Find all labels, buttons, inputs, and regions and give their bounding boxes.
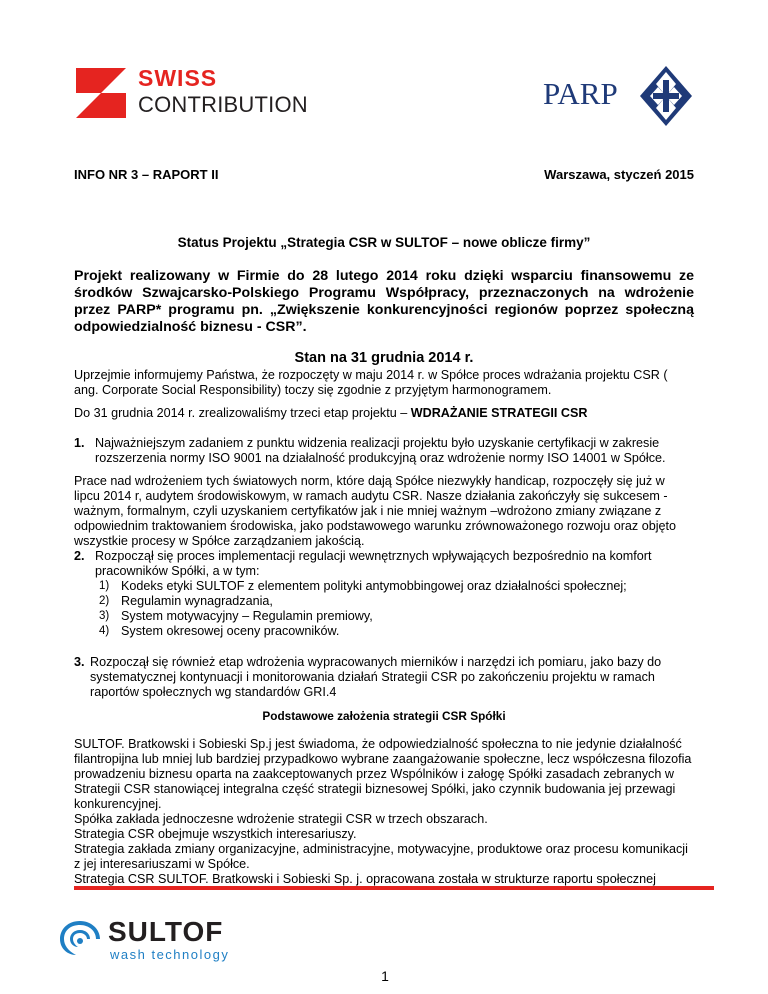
assumption-paragraph: SULTOF. Bratkowski i Sobieski Sp.j jest świadoma, że odpowiedzialność społeczna to nie jedynie działalność filantropijna lub mniej lub bardziej przypadkowo wybrane zaangażowanie społeczne, lecz współczesna filozofia prowadzeniu biznesu oparta na zaakceptowanych przez Wspólników i załogę Spółki zasadach zebranych w Strategii CSR stanowiącej integralna część strategii biznesowej Spółki, jako czynnik budowania jej przewagi konkurencyjnej. xyxy=(74,737,692,811)
stage-line xyxy=(74,406,694,421)
assumptions-block xyxy=(74,737,694,887)
sultof-logo-name: SULTOF xyxy=(108,916,224,947)
sublist-number: 2) xyxy=(99,595,110,607)
project-description: Projekt realizowany w Firmie do 28 lutego 2014 roku dzięki wsparciu finansowemu ze środków Szwajcarsko-Polskiego Programu Współpracy, przeznaczonych na wdrożenie przez PARP* programu pn. „Zwiększenie konkurencyjności regionów poprzez społeczną odpowiedzialność biznesu - CSR”. xyxy=(74,268,694,335)
assumptions-title: Podstawowe założenia strategii CSR Spółki xyxy=(262,709,506,723)
sublist-item xyxy=(99,624,699,639)
sublist-text: Regulamin wynagradzania, xyxy=(121,594,273,608)
item1-text: Najważniejszym zadaniem z punktu widzenia realizacji projektu było uzyskanie certyfikacji w zakresie rozszerzenia normy ISO 9001 na działalność produkcyjną oraz wdrożenie normy ISO 14001 w Spółce. xyxy=(95,436,666,465)
sublist-number: 3) xyxy=(99,610,110,622)
status-title: Status Projektu „Strategia CSR w SULTOF – nowe oblicze firmy” xyxy=(177,235,591,250)
sublist-number: 4) xyxy=(99,625,110,637)
assumption-paragraph: Strategia CSR SULTOF. Bratkowski i Sobieski Sp. j. opracowana została w strukturze raportu społecznej xyxy=(74,872,656,886)
parp-logo xyxy=(543,66,693,126)
sublist-text: Kodeks etyki SULTOF z elementem polityki antymobbingowej oraz działalności społecznej; xyxy=(121,579,627,593)
swiss-logo-line1: SWISS xyxy=(138,65,218,91)
stage-prefix: Do 31 grudnia 2014 r. zrealizowaliśmy trzeci etap projektu – xyxy=(74,406,411,420)
parp-logo-text: PARP xyxy=(543,76,618,111)
implementation-sublist xyxy=(99,579,699,639)
swiss-contribution-logo xyxy=(76,65,338,118)
sublist-item xyxy=(99,594,699,609)
swiss-logo-line2: CONTRIBUTION xyxy=(138,92,308,117)
item2-number: 2. xyxy=(74,549,85,563)
assumption-paragraph: Spółka zakłada jednoczesne wdrożenie strategii CSR w trzech obszarach. xyxy=(74,812,488,826)
item1-number: 1. xyxy=(74,436,85,450)
sublist-text: System motywacyjny – Regulamin premiowy, xyxy=(121,609,373,623)
info-number: INFO NR 3 – RAPORT II xyxy=(74,167,219,182)
swiss-logo-mark-icon xyxy=(76,68,126,118)
sublist-item xyxy=(99,609,699,624)
item3-number: 3. xyxy=(74,655,85,669)
page-number: 1 xyxy=(381,968,389,984)
stan-title: Stan na 31 grudnia 2014 r. xyxy=(294,350,474,366)
assumption-paragraph: Strategia zakłada zmiany organizacyjne, administracyjne, motywacyjne, produktowe oraz procesu komunikacji z jej interesariuszami w Spółce. xyxy=(74,842,688,871)
parp-logo-mark-icon xyxy=(640,66,692,126)
sultof-wave-icon xyxy=(58,917,102,959)
norms-paragraph: Prace nad wdrożeniem tych światowych norm, które dają Spółce niezwykły handicap, rozpoczęły się już w lipcu 2014 r, audytem środowiskowym, w ramach audytu CSR. Nasze działania zakończyły się sukcesem - ważnym, formalnym, czyli uzyskaniem certyfikatów jak i nie mniej ważnym –wdrożono zmiany związane z odpowiednim traktowaniem środowiska, jako podstawowego warunku zrównoważonego rozwoju oraz objęto wszystkie procesy w Spółce zarządzaniem jakością. xyxy=(74,474,677,548)
item3-text: Rozpoczął się również etap wdrożenia wypracowanych mierników i narzędzi ich pomiaru, jako bazy do systematycznej kontynuacji i monitorowania działań Strategii CSR po zakończeniu projektu w ramach raportów społecznych wg standardów GRI.4 xyxy=(90,655,662,699)
stage-bold: WDRAŻANIE STRATEGII CSR xyxy=(410,406,588,420)
sublist-item xyxy=(99,579,699,594)
item2-text: Rozpoczął się proces implementacji regulacji wewnętrznych wpływających bezpośrednio na komfort pracowników Spółki, a w tym: xyxy=(95,549,652,578)
document-date: Warszawa, styczeń 2015 xyxy=(544,167,694,182)
sultof-logo xyxy=(58,915,248,965)
sublist-number: 1) xyxy=(99,580,110,592)
sublist-text: System okresowej oceny pracowników. xyxy=(121,624,340,638)
sultof-logo-tagline: wash technology xyxy=(110,947,230,962)
footer-divider xyxy=(74,886,714,890)
intro-paragraph: Uprzejmie informujemy Państwa, że rozpoczęty w maju 2014 r. w Spółce proces wdrażania projektu CSR ( ang. Corporate Social Responsibility) toczy się zgodnie z przyjętym harmonogramem. xyxy=(74,368,668,397)
assumption-paragraph: Strategia CSR obejmuje wszystkich interesariuszy. xyxy=(74,827,357,841)
